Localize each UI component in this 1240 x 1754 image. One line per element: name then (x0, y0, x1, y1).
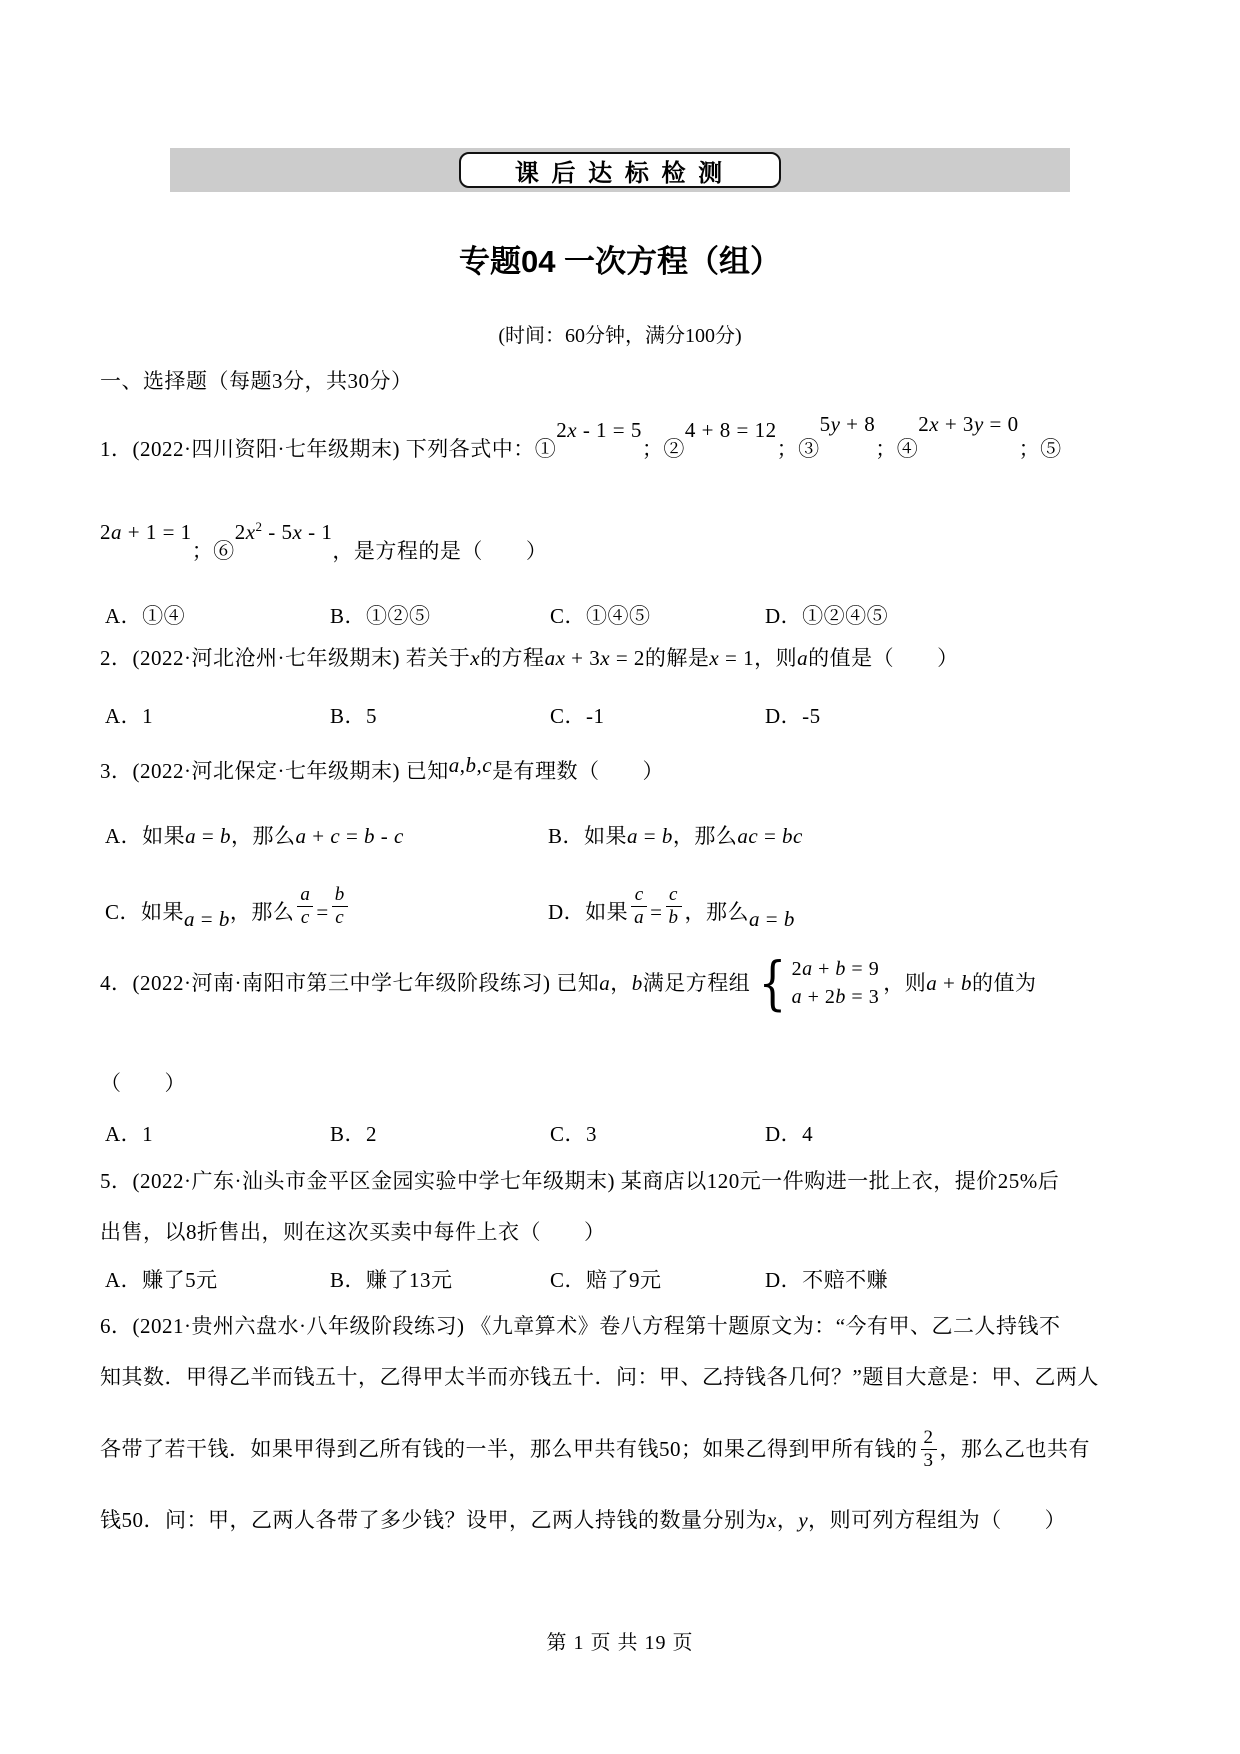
q2-option-c: C．-1 (550, 704, 605, 728)
q1-sep-4: ；⑤ (1018, 437, 1062, 461)
q4-option-a: A．1 (105, 1122, 154, 1146)
q3-c-frac-1: $\frac{a}{c}$ (297, 884, 313, 929)
q1-sep-1: ；② (641, 437, 685, 461)
q1-option-b: B．①②⑤ (330, 604, 431, 628)
banner-title: 课 后 达 标 检 测 (514, 159, 726, 187)
q3-d-pre: D．如果 (548, 899, 629, 924)
q3-c-cond: a = b (184, 906, 230, 931)
q3-options-row-ab (100, 820, 1160, 848)
q3-options-row-cd (100, 884, 1160, 936)
q2-option-b: B．5 (330, 704, 378, 728)
q6-line3-pre: 各带了若干钱．如果甲得到乙所有钱的一半，那么甲共有钱50；如果乙得到甲所有钱的 (100, 1436, 918, 1461)
q4-options-row (100, 1118, 1160, 1146)
q6-stem-line2: 知其数．甲得乙半而钱五十，乙得甲太半而亦钱五十．问：甲、乙持钱各几何？”题目大意是：甲、乙两人 (100, 1365, 1099, 1389)
q6-stem-line3 (100, 1424, 1090, 1474)
q3-option-a: A．如果a = b，那么a + c = b - c (105, 824, 404, 848)
q4-stem-pre: 4．(2022·河南·南阳市第三中学七年级阶段练习) 已知a，b满足方程组 (100, 970, 751, 995)
q3-option-c (105, 884, 351, 929)
q6-line3-post: ，那么乙也共有 (939, 1436, 1090, 1461)
q1-sep-3: ；④ (875, 437, 919, 461)
exam-info: (时间：60分钟，满分100分) (498, 325, 742, 347)
q3-c-equals: = (316, 899, 329, 924)
q1-stem-tail: ，是方程的是（ ） (332, 539, 548, 563)
q3-d-mid: ，那么 (684, 899, 750, 924)
q5-option-d: D．不赔不赚 (765, 1268, 889, 1292)
q1-sep-2: ；③ (776, 437, 820, 461)
q1-formula-5: 2a + 1 = 1 (100, 520, 192, 544)
q3-c-mid: ，那么 (229, 899, 295, 924)
q4-eq-1: 2a + b = 9 (791, 958, 880, 980)
q6-stem-line1: 6．(2021·贵州六盘水·八年级阶段练习) 《九章算术》卷八方程第十题原文为：“今有甲、乙二人持钱不 (100, 1314, 1061, 1338)
q1-formula-2: 4 + 8 = 12 (684, 418, 777, 442)
page-footer: 第 1 页 共 19 页 (546, 1632, 694, 1654)
q4-eq-2: a + 2b = 3 (791, 986, 880, 1008)
q5-option-a: A．赚了5元 (105, 1268, 218, 1292)
q5-options-row (100, 1264, 1160, 1292)
q4-equation-system (754, 948, 880, 1017)
q1-formula-3: 5y + 8 (819, 412, 876, 436)
q4-stem-post: ，则a + b的值为 (883, 970, 1037, 995)
page-title: 专题04 一次方程（组） (458, 244, 782, 279)
q1-stem-line1 (100, 412, 1062, 463)
q2-options-row (100, 700, 1160, 728)
q1-option-c: C．①④⑤ (550, 604, 651, 628)
q3-stem-post: 是有理数（ ） (492, 759, 665, 783)
q1-formula-4: 2x + 3y = 0 (918, 412, 1019, 436)
q3-d-cond: a = b (749, 906, 795, 931)
q6-fraction: $\frac{2}{3}$ (921, 1427, 937, 1472)
q5-option-c: C．赔了9元 (550, 1268, 662, 1292)
q5-stem-line2: 出售，以8折售出，则在这次买卖中每件上衣（ ） (100, 1220, 606, 1244)
q2-option-a: A．1 (105, 704, 154, 728)
section-heading: 一、选择题（每题3分，共30分） (100, 369, 413, 393)
q3-d-equals: = (650, 899, 663, 924)
q3-c-pre: C．如果 (105, 899, 185, 924)
q1-formula-6: $2x^2 - 5x - 1$ (234, 519, 333, 544)
q2-stem: 2．(2022·河北沧州·七年级期末) 若关于x的方程ax + 3x = 2的解是x = 1，则a的值是（ ） (100, 646, 959, 670)
system-brace: { (758, 948, 787, 1017)
q1-stem-line2 (100, 519, 548, 565)
q4-option-d: D．4 (765, 1122, 814, 1146)
q5-stem-line1: 5．(2022·广东·汕头市金平区金园实验中学七年级期末) 某商店以120元一件购进一批上衣，提价25%后 (100, 1169, 1060, 1193)
q1-stem-pre: 1．(2022·四川资阳·七年级期末) 下列各式中：① (100, 437, 557, 461)
q4-option-c: C．3 (550, 1122, 598, 1146)
q1-options-row (100, 600, 1160, 628)
banner-box (459, 152, 781, 188)
q3-option-b: B．如果a = b，那么ac = bc (548, 824, 803, 848)
q3-d-frac-2: $\frac{c}{b}$ (666, 884, 682, 929)
q3-d-frac-1: $\frac{c}{a}$ (631, 884, 647, 929)
system-equations (792, 958, 880, 1008)
q3-stem-vars: a,b,c (448, 753, 493, 777)
q3-option-d (548, 884, 795, 929)
q6-stem-line4: 钱50．问：甲，乙两人各带了多少钱？设甲，乙两人持钱的数量分别为x，y，则可列方程组为（ ） (100, 1508, 1067, 1532)
q3-c-frac-2: $\frac{b}{c}$ (332, 884, 348, 929)
q1-sep-5: ；⑥ (191, 539, 235, 563)
q1-option-a: A．①④ (105, 604, 186, 628)
q1-option-d: D．①②④⑤ (765, 604, 889, 628)
q3-stem-pre: 3．(2022·河北保定·七年级期末) 已知 (100, 759, 449, 783)
q2-option-d: D．-5 (765, 704, 821, 728)
q4-stem (100, 948, 1037, 1017)
q1-formula-1: 2x - 1 = 5 (556, 418, 642, 442)
q4-option-b: B．2 (330, 1122, 378, 1146)
q4-answer-blank: （ ） (100, 1071, 186, 1095)
q5-option-b: B．赚了13元 (330, 1268, 453, 1292)
q3-stem (100, 753, 665, 785)
banner-bar (170, 148, 1070, 192)
